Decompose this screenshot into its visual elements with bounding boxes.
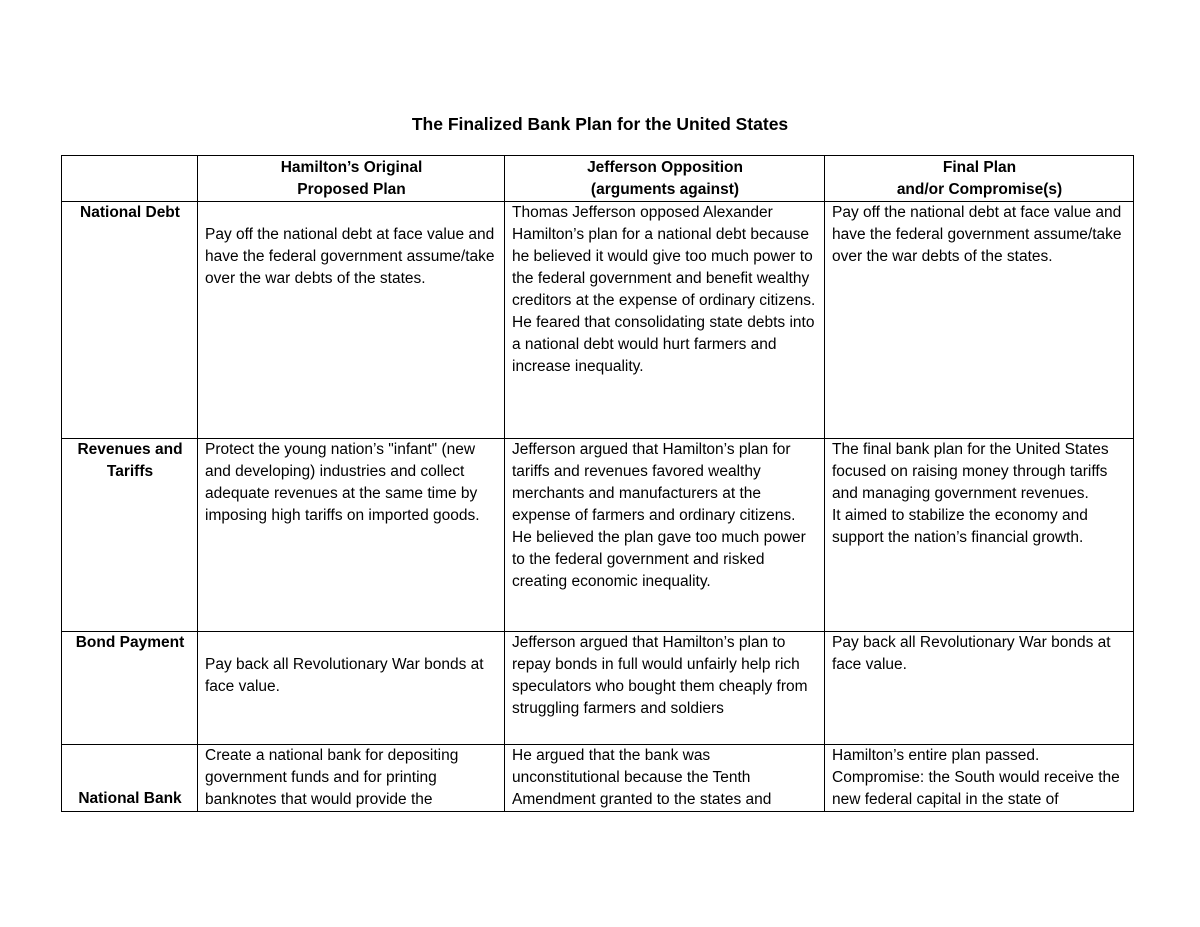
cell-final-bond-payment: Pay back all Revolutionary War bonds at face value. [825,632,1134,745]
table-row [62,202,1134,439]
cell-hamilton-revenues-tariffs: Protect the young nation’s "infant" (new and developing) industries and collect adequate revenues at the same time by imposing high tariffs on imported goods. [198,439,505,632]
table-row [62,632,1134,745]
cell-jefferson-national-bank: He argued that the bank was unconstitutional because the Tenth Amendment granted to the states and [505,745,825,812]
header-jefferson: Jefferson Opposition (arguments against) [505,156,825,202]
cell-jefferson-revenues-tariffs: Jefferson argued that Hamilton’s plan for tariffs and revenues favored wealthy merchants and manufacturers at the expense of farmers and ordinary citizens. He believed the plan gave too much power to the federal government and risked creating economic inequality. [505,439,825,632]
page-title: The Finalized Bank Plan for the United States [411,114,789,134]
row-label-bond-payment: Bond Payment [62,632,198,745]
cell-jefferson-bond-payment: Jefferson argued that Hamilton’s plan to repay bonds in full would unfairly help rich speculators who bought them cheaply from struggling farmers and soldiers [505,632,825,745]
header-blank [62,156,198,202]
bank-plan-table [61,155,1134,812]
cell-hamilton-national-debt: Pay off the national debt at face value and have the federal government assume/take over the war debts of the states. [198,202,505,439]
cell-jefferson-national-debt: Thomas Jefferson opposed Alexander Hamilton’s plan for a national debt because he believed it would give too much power to the federal government and benefit wealthy creditors at the expense of ordinary citizens. He feared that consolidating state debts into a national debt would hurt farmers and increase inequality. [505,202,825,439]
row-label-revenues-tariffs: Revenues and Tariffs [62,439,198,632]
cell-final-revenues-tariffs: The final bank plan for the United States focused on raising money through tariffs and managing government revenues. It aimed to stabilize the economy and support the nation’s financial growth. [825,439,1134,632]
header-final: Final Plan and/or Compromise(s) [825,156,1134,202]
cell-final-national-debt: Pay off the national debt at face value and have the federal government assume/take over the war debts of the states. [825,202,1134,439]
row-label-national-bank: National Bank [62,745,198,812]
cell-final-national-bank: Hamilton’s entire plan passed. Compromise: the South would receive the new federal capital in the state of [825,745,1134,812]
header-hamilton: Hamilton’s Original Proposed Plan [198,156,505,202]
cell-hamilton-national-bank: Create a national bank for depositing government funds and for printing banknotes that would provide the [198,745,505,812]
table-row [62,745,1134,812]
cell-hamilton-bond-payment: Pay back all Revolutionary War bonds at face value. [198,632,505,745]
row-label-national-debt: National Debt [62,202,198,439]
header-row [62,156,1134,202]
table-row [62,439,1134,632]
